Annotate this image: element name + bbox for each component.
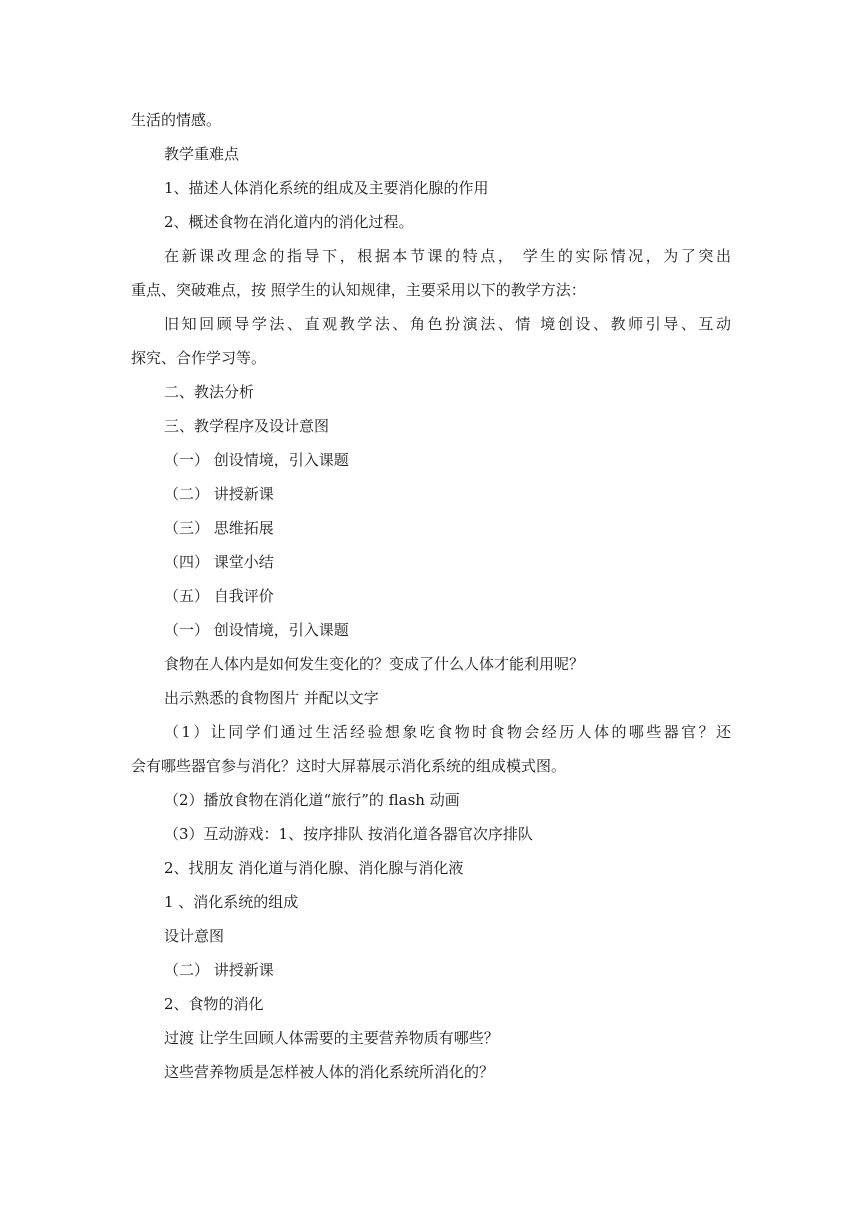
paragraph: （2）播放食物在消化道“旅行”的 flash 动画 xyxy=(164,791,460,809)
outline-item: （二） 讲授新课 xyxy=(164,485,274,503)
paragraph: （1）让同学们通过生活经验想象吃食物时食物会经历人体的哪些器官？还 xyxy=(164,723,731,741)
paragraph: 过渡 让学生回顾人体需要的主要营养物质有哪些？ xyxy=(164,1029,499,1047)
outline-item: （四） 课堂小结 xyxy=(164,553,274,571)
section-heading: 2、食物的消化 xyxy=(164,995,264,1013)
paragraph: 2、找朋友 消化道与消化腺、消化腺与消化液 xyxy=(164,859,464,877)
paragraph: 在新课改理念的指导下，根据本节课的特点， 学生的实际情况，为了突出 xyxy=(164,247,731,265)
outline-item: （三） 思维拓展 xyxy=(164,519,274,537)
document-body xyxy=(131,103,731,1089)
section-heading: （一） 创设情境，引入课题 xyxy=(164,621,349,639)
paragraph: 重点、突破难点，按 照学生的认知规律，主要采用以下的教学方法： xyxy=(131,281,586,299)
paragraph: 这些营养物质是怎样被人体的消化系统所消化的？ xyxy=(164,1063,495,1081)
paragraph: 食物在人体内是如何发生变化的？变成了什么人体才能利用呢？ xyxy=(164,655,585,673)
list-item: 2、概述食物在消化道内的消化过程。 xyxy=(164,213,414,231)
outline-item: （一） 创设情境，引入课题 xyxy=(164,451,349,469)
paragraph: 会有哪些器官参与消化？这时大屏幕展示消化系统的组成模式图。 xyxy=(131,757,567,775)
paragraph: 旧知回顾导学法、直观教学法、角色扮演法、情 境创设、教师引导、互动 xyxy=(164,315,731,333)
paragraph: 出示熟悉的食物图片 并配以文字 xyxy=(164,689,379,707)
outline-item: （五） 自我评价 xyxy=(164,587,274,605)
paragraph: 探究、合作学习等。 xyxy=(131,349,267,367)
section-heading: 1 、消化系统的组成 xyxy=(164,893,299,911)
list-item: 1、描述人体消化系统的组成及主要消化腺的作用 xyxy=(164,179,489,197)
section-heading: 设计意图 xyxy=(164,927,225,945)
section-heading: 三、教学程序及设计意图 xyxy=(164,417,330,435)
section-heading: （二） 讲授新课 xyxy=(164,961,274,979)
paragraph: （3）互动游戏：1、按序排队 按消化道各器官次序排队 xyxy=(164,825,533,843)
paragraph: 生活的情感。 xyxy=(131,111,222,129)
section-heading: 教学重难点 xyxy=(164,145,240,163)
section-heading: 二、教法分析 xyxy=(164,383,255,401)
